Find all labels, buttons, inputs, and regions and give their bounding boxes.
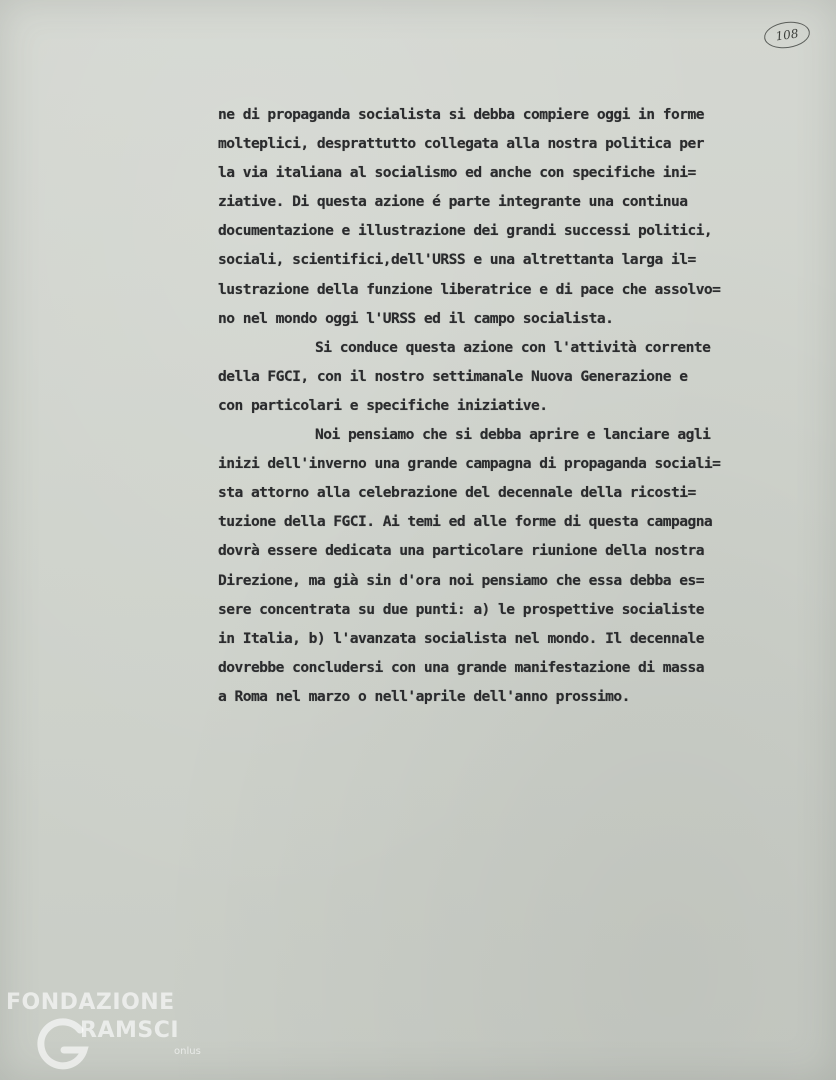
text-line: dovrà essere dedicata una particolare riunione della nostra (218, 542, 704, 560)
text-line: della FGCI, con il nostro settimanale Nuova Generazione e (218, 367, 688, 385)
text-line: a Roma nel marzo o nell'aprile dell'anno prossimo. (218, 687, 630, 705)
text-line: Direzione, ma già sin d'ora noi pensiamo che essa debba es= (218, 571, 704, 589)
text-line: molteplici, desprattutto collegata alla nostra politica per (218, 135, 704, 153)
text-line-indented: Noi pensiamo che si debba aprire e lanciare agli (315, 426, 711, 444)
fondazione-gramsci-watermark (6, 990, 221, 1080)
watermark-onlus: onlus (174, 1046, 201, 1057)
typed-letter-body (218, 100, 818, 711)
text-line: tuzione della FGCI. Ai temi ed alle forme di questa campagna (218, 513, 713, 531)
text-line: documentazione e illustrazione dei grandi successi politici, (218, 222, 713, 240)
text-line-indented: Si conduce questa azione con l'attività corrente (315, 338, 711, 356)
text-line: in Italia, b) l'avanzata socialista nel mondo. Il decennale (218, 629, 704, 647)
text-line: inizi dell'inverno una grande campagna di propaganda sociali= (218, 455, 721, 473)
page-number-text: 108 (774, 26, 800, 44)
page-number-stamp (762, 19, 811, 51)
text-line: ziative. Di questa azione é parte integrante una continua (218, 193, 688, 211)
text-line: no nel mondo oggi l'URSS ed il campo socialista. (218, 309, 614, 327)
text-line: lustrazione della funzione liberatrice e di pace che assolvo= (218, 280, 721, 298)
text-line: sere concentrata su due punti: a) le prospettive socialiste (218, 600, 704, 618)
text-line: ne di propaganda socialista si debba compiere oggi in forme (218, 106, 704, 123)
text-line: con particolari e specifiche iniziative. (218, 396, 548, 414)
text-line: sta attorno alla celebrazione del decennale della ricosti= (218, 484, 696, 502)
text-line: dovrebbe concludersi con una grande manifestazione di massa (218, 658, 704, 676)
text-line: sociali, scientifici,dell'URSS e una altrettanta larga il= (218, 251, 696, 269)
watermark-line-2: RAMSCI (80, 1018, 180, 1043)
watermark-line-1: FONDAZIONE (6, 990, 175, 1015)
text-line: la via italiana al socialismo ed anche con specifiche ini= (218, 164, 696, 182)
